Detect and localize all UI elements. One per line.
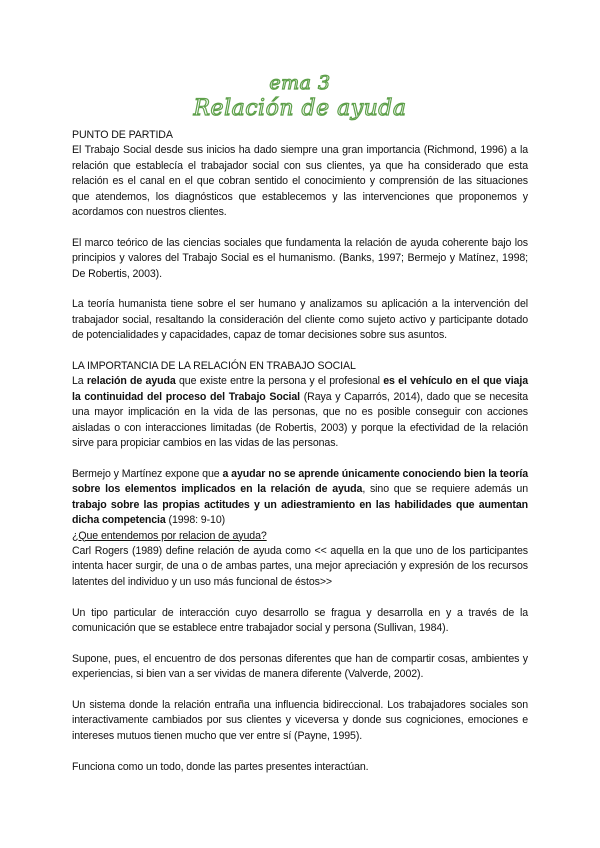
bold-text: es el vehículo en el que viaja la continuidad del proceso del Trabajo Social <box>72 375 528 403</box>
text-run: (1998: 9-10) <box>165 514 226 527</box>
section-heading-punto-de-partida: PUNTO DE PARTIDA <box>72 129 173 141</box>
paragraph: El marco teórico de las ciencias sociales que fundamenta la relación de ayuda coherente bajo los principios y valores del Trabajo Social es el humanismo. (Banks, 1997; Bermejo y Matínez, 1998; De Robertis, 2003). <box>72 236 528 280</box>
paragraph: Funciona como un todo, donde las partes presentes interactúan. <box>72 760 369 773</box>
bold-text: relación de ayuda <box>86 375 176 388</box>
paragraph: Carl Rogers (1989) define relación de ayuda como << aquella en la que uno de los participantes intenta hacer surgir, de una o de ambas partes, una mejor apreciación y expresión de los recursos latentes del individuo y un uso más funcional de éstos>> <box>72 544 528 588</box>
title-line-1: ema 3 <box>269 72 331 94</box>
paragraph <box>72 467 528 529</box>
bold-text: a ayudar no se aprende únicamente conociendo bien la teoría sobre los elementos implicados en la relación de ayuda <box>72 467 529 496</box>
document-body <box>72 128 528 790</box>
paragraph: El Trabajo Social desde sus inicios ha dado siempre una gran importancia (Richmond, 1996) a la relación que establecía el trabajador social con sus clientes, ya que ha considerado que esta relación es el canal en el que cobran sentido el conocimiento y comprensión de las situaciones que atendemos, los diagnósticos que establecemos y las intervenciones que proponemos y acordamos con nuestros clientes. <box>72 144 528 219</box>
paragraph <box>72 374 528 451</box>
paragraph: Un tipo particular de interacción cuyo desarrollo se fragua y desarrolla en y a través de la comunicación que se establece entre trabajador social y persona (Sullivan, 1984). <box>72 606 528 634</box>
document-title: Relación de ayuda <box>193 96 407 121</box>
paragraph: Supone, pues, el encuentro de dos personas diferentes que han de compartir cosas, ambientes y experiencias, si bien van a ser vividas de manera diferente (Valverde, 2002). <box>72 652 528 681</box>
text-run: , sino que se requiere además un <box>362 483 529 496</box>
paragraph: La teoría humanista tiene sobre el ser humano y analizamos su aplicación a la intervención del trabajador social, resaltando la consideración del cliente como sujeto activo y participante dotado de potencialidades y capacidades, capaz de tomar decisiones sobre sus asuntos. <box>72 298 528 342</box>
paragraph: Un sistema donde la relación entraña una influencia bidireccional. Los trabajadores sociales son interactivamente cambiados por sus clientes y viceversa y donde sus cogniciones, emociones e intereses mutuos tienen mucho que ver entre sí (Payne, 1995). <box>72 698 528 742</box>
text-run: Bermejo y Martínez expone que <box>72 467 223 480</box>
question-heading: ¿Que entendemos por relacion de ayuda? <box>72 529 267 542</box>
text-run: que existe entre la persona y el profesional <box>175 375 384 388</box>
section-heading-importancia: LA IMPORTANCIA DE LA RELACIÓN EN TRABAJO SOCIAL <box>72 360 356 373</box>
text-run: (Raya y Caparrós, 2014), dado que se necesita una mayor implicación en la vida de las personas, que no es posible conseguir con acciones aisladas o con interacciones limitadas (de Robertis, 2003) y porque la efectividad de la relación sirve para propiciar cambios en las vidas de las personas. <box>72 390 528 450</box>
text-run: La <box>72 375 87 388</box>
bold-text: trabajo sobre las propias actitudes y un adiestramiento en las habilidades que aumentan dicha competencia <box>72 498 528 527</box>
